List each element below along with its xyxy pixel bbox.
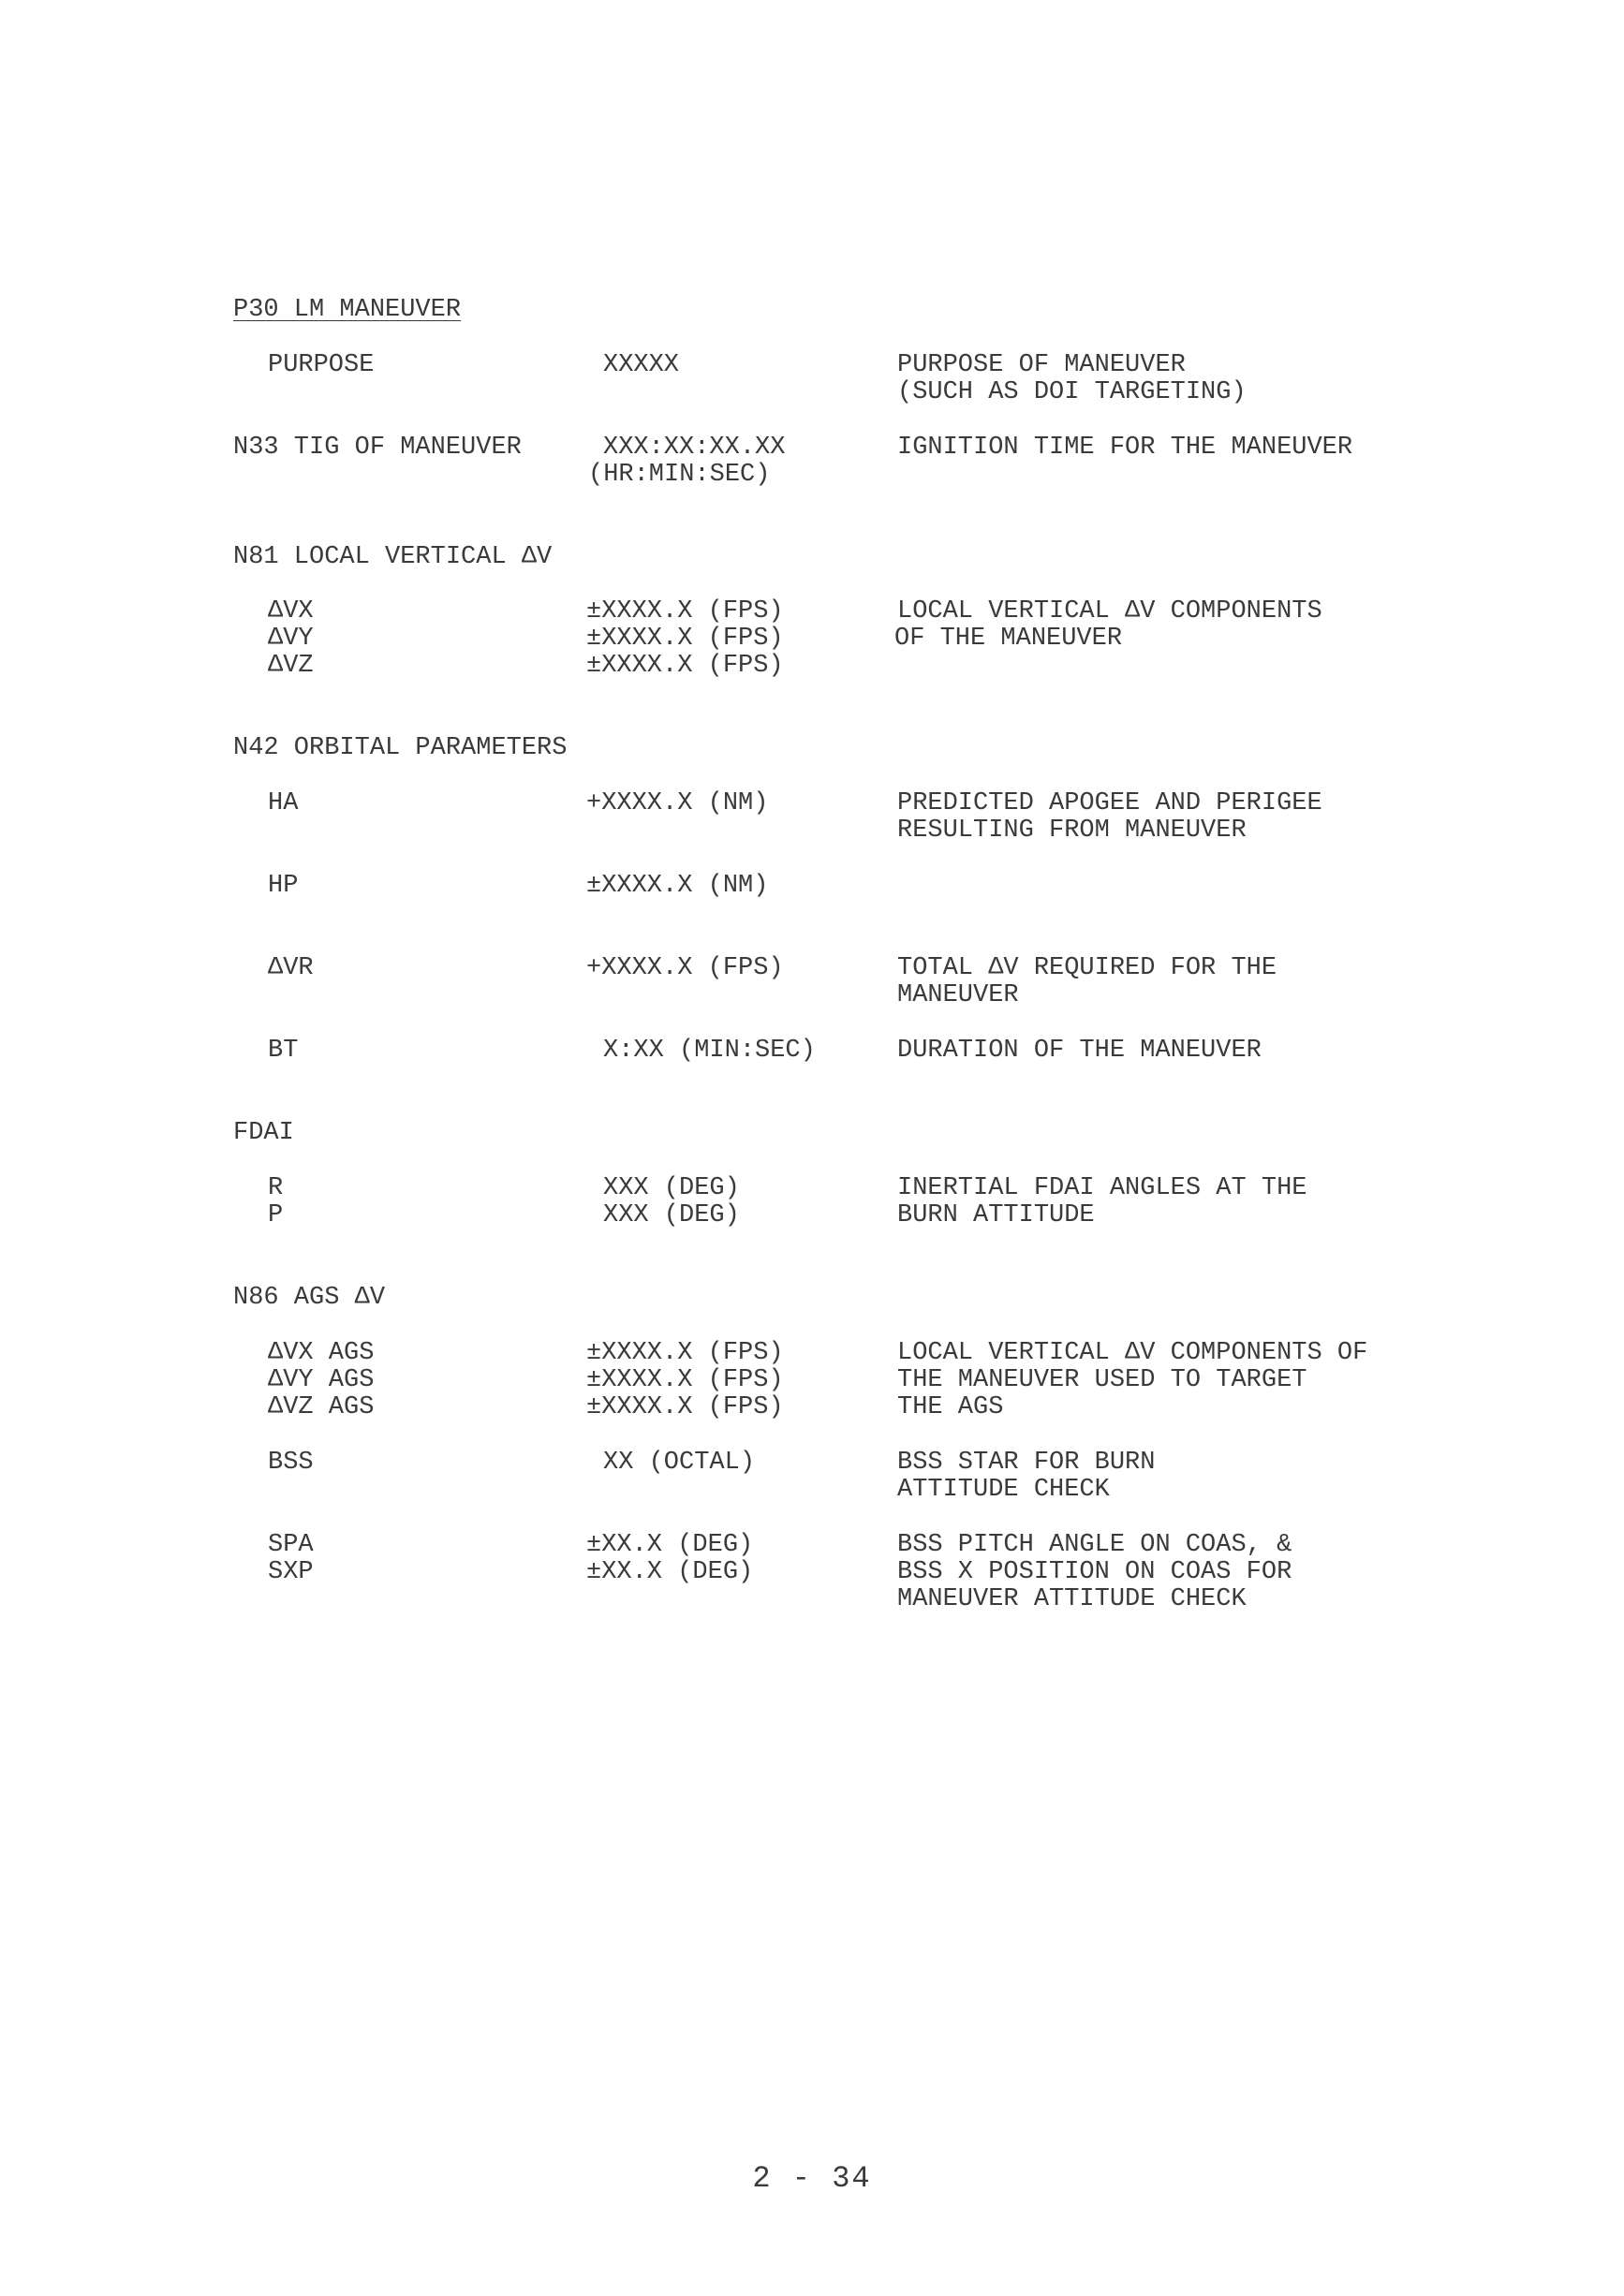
p-label: P [268,1201,284,1229]
sxp-label: SXP [268,1558,314,1586]
dvx-ags-value: ±XXXX.X (FPS) [586,1339,784,1367]
bss-value: XX (OCTAL) [603,1449,756,1477]
dvy-ags-label: ΔVY AGS [268,1366,375,1394]
sxp-desc-line-1: BSS X POSITION ON COAS FOR [897,1558,1292,1586]
bt-desc: DURATION OF THE MANEUVER [897,1037,1262,1065]
dvy-label: ΔVY [268,625,314,653]
hp-value: ±XXXX.X (NM) [586,872,769,900]
bt-value: X:XX (MIN:SEC) [603,1037,816,1065]
dvr-desc-line-2: MANEUVER [897,981,1019,1009]
dvr-desc-line-1: TOTAL ΔV REQUIRED FOR THE [897,954,1277,982]
n42-heading: N42 ORBITAL PARAMETERS [233,734,568,762]
dvz-ags-label: ΔVZ AGS [268,1393,375,1421]
n81-heading: N81 LOCAL VERTICAL ΔV [233,543,553,571]
r-label: R [268,1174,284,1202]
dvy-desc: OF THE MANEUVER [894,625,1123,653]
sxp-desc-line-2: MANEUVER ATTITUDE CHECK [897,1585,1247,1613]
p-desc: BURN ATTITUDE [897,1201,1095,1229]
purpose-desc-line-1: PURPOSE OF MANEUVER [897,351,1186,379]
fdai-heading: FDAI [233,1119,294,1147]
ha-value: +XXXX.X (NM) [586,789,769,817]
bt-label: BT [268,1037,299,1065]
purpose-label: PURPOSE [268,351,375,379]
dvr-label: ΔVR [268,954,314,982]
dvx-value: ±XXXX.X (FPS) [586,597,784,626]
spa-value: ±XX.X (DEG) [586,1531,754,1559]
r-value: XXX (DEG) [603,1174,740,1202]
dvz-ags-desc: THE AGS [897,1393,1004,1421]
dvx-label: ΔVX [268,597,314,626]
dvy-ags-desc: THE MANEUVER USED TO TARGET [897,1366,1307,1394]
bss-desc-line-2: ATTITUDE CHECK [897,1476,1110,1504]
dvz-label: ΔVZ [268,652,314,680]
spa-desc: BSS PITCH ANGLE ON COAS, & [897,1531,1292,1559]
n33-value: XXX:XX:XX.XX [603,434,786,462]
n33-value-unit: (HR:MIN:SEC) [588,461,771,489]
ha-label: HA [268,789,299,817]
bss-desc-line-1: BSS STAR FOR BURN [897,1449,1156,1477]
n33-label: N33 TIG OF MANEUVER [233,434,522,462]
page-number: 2 - 34 [752,2161,872,2196]
dvx-ags-desc: LOCAL VERTICAL ΔV COMPONENTS OF [897,1339,1368,1367]
page-title: P30 LM MANEUVER [233,296,462,324]
sxp-value: ±XX.X (DEG) [586,1558,754,1586]
purpose-desc-line-2: (SUCH AS DOI TARGETING) [897,378,1247,406]
n33-desc: IGNITION TIME FOR THE MANEUVER [897,434,1353,462]
p-value: XXX (DEG) [603,1201,740,1229]
r-desc: INERTIAL FDAI ANGLES AT THE [897,1174,1307,1202]
dvy-value: ±XXXX.X (FPS) [586,625,784,653]
bss-label: BSS [268,1449,314,1477]
hp-label: HP [268,872,299,900]
dvx-ags-label: ΔVX AGS [268,1339,375,1367]
n86-heading: N86 AGS ΔV [233,1284,386,1312]
purpose-value: XXXXX [603,351,680,379]
spa-label: SPA [268,1531,314,1559]
dvz-value: ±XXXX.X (FPS) [586,652,784,680]
dvr-value: +XXXX.X (FPS) [586,954,784,982]
dvy-ags-value: ±XXXX.X (FPS) [586,1366,784,1394]
ha-desc-line-1: PREDICTED APOGEE AND PERIGEE [897,789,1322,817]
ha-desc-line-2: RESULTING FROM MANEUVER [897,817,1247,845]
dvz-ags-value: ±XXXX.X (FPS) [586,1393,784,1421]
dvx-desc: LOCAL VERTICAL ΔV COMPONENTS [897,597,1322,626]
